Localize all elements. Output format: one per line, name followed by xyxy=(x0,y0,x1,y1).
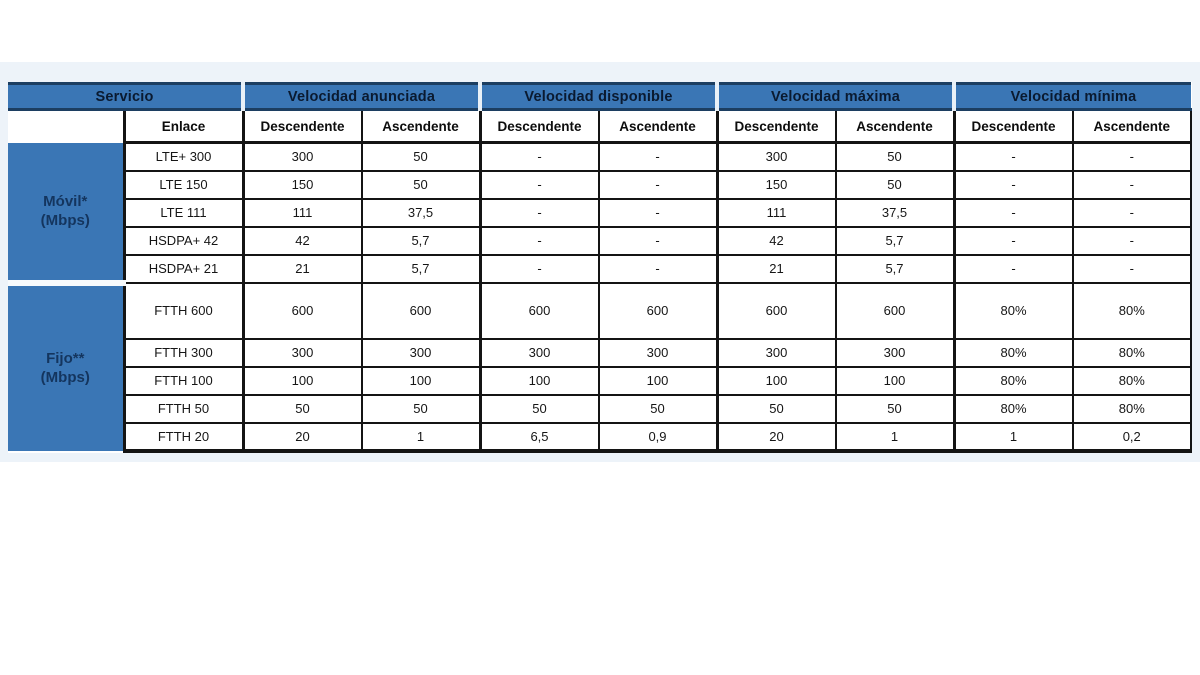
value-cell: 100 xyxy=(717,367,836,395)
value-cell: 50 xyxy=(480,395,599,423)
value-cell: 80% xyxy=(1073,367,1192,395)
sub-header-descendente-5: Descendente xyxy=(717,110,836,143)
value-cell: 600 xyxy=(480,283,599,339)
value-cell: 600 xyxy=(836,283,955,339)
group-header-velocidad-maxima: Velocidad máxima xyxy=(717,84,954,110)
value-cell: 5,7 xyxy=(836,255,955,283)
value-cell: 150 xyxy=(717,171,836,199)
value-cell: 37,5 xyxy=(362,199,481,227)
value-cell: 300 xyxy=(836,339,955,367)
table-row xyxy=(8,367,1191,395)
sub-header-descendente-3: Descendente xyxy=(480,110,599,143)
enlace-cell: HSDPA+ 42 xyxy=(124,227,243,255)
value-cell: 50 xyxy=(717,395,836,423)
enlace-cell: FTTH 20 xyxy=(124,423,243,451)
value-cell: 0,9 xyxy=(599,423,718,451)
speed-table xyxy=(8,82,1192,453)
enlace-cell: FTTH 600 xyxy=(124,283,243,339)
value-cell: 600 xyxy=(717,283,836,339)
group-header-row xyxy=(8,84,1191,110)
enlace-cell: LTE+ 300 xyxy=(124,143,243,171)
enlace-cell: FTTH 300 xyxy=(124,339,243,367)
value-cell: 300 xyxy=(362,339,481,367)
value-cell: 1 xyxy=(362,423,481,451)
group-header-velocidad-minima: Velocidad mínima xyxy=(954,84,1191,110)
table-row xyxy=(8,143,1191,171)
enlace-cell: LTE 111 xyxy=(124,199,243,227)
group-header-velocidad-disponible: Velocidad disponible xyxy=(480,84,717,110)
value-cell: 100 xyxy=(243,367,362,395)
value-cell: 80% xyxy=(954,367,1073,395)
value-cell: 100 xyxy=(362,367,481,395)
value-cell: 0,2 xyxy=(1073,423,1192,451)
value-cell: 50 xyxy=(362,171,481,199)
table-row xyxy=(8,227,1191,255)
value-cell: 6,5 xyxy=(480,423,599,451)
enlace-cell: FTTH 100 xyxy=(124,367,243,395)
value-cell: - xyxy=(480,199,599,227)
service-group-movil xyxy=(8,143,124,283)
value-cell: - xyxy=(599,143,718,171)
value-cell: - xyxy=(599,227,718,255)
value-cell: 300 xyxy=(599,339,718,367)
value-cell: 300 xyxy=(243,339,362,367)
value-cell: 300 xyxy=(243,143,362,171)
table-body xyxy=(8,143,1191,451)
value-cell: - xyxy=(954,227,1073,255)
value-cell: 111 xyxy=(243,199,362,227)
value-cell: - xyxy=(599,171,718,199)
value-cell: 80% xyxy=(1073,283,1192,339)
value-cell: 600 xyxy=(362,283,481,339)
value-cell: - xyxy=(1073,199,1192,227)
enlace-cell: FTTH 50 xyxy=(124,395,243,423)
value-cell: 42 xyxy=(717,227,836,255)
value-cell: 300 xyxy=(717,339,836,367)
value-cell: - xyxy=(599,255,718,283)
value-cell: 5,7 xyxy=(362,227,481,255)
enlace-cell: LTE 150 xyxy=(124,171,243,199)
value-cell: 50 xyxy=(836,143,955,171)
value-cell: 5,7 xyxy=(836,227,955,255)
group-header-velocidad-anunciada: Velocidad anunciada xyxy=(243,84,480,110)
value-cell: - xyxy=(954,143,1073,171)
enlace-cell: HSDPA+ 21 xyxy=(124,255,243,283)
value-cell: 50 xyxy=(362,143,481,171)
value-cell: 80% xyxy=(954,339,1073,367)
value-cell: 50 xyxy=(243,395,362,423)
value-cell: - xyxy=(599,199,718,227)
table-row xyxy=(8,255,1191,283)
table-row xyxy=(8,339,1191,367)
value-cell: - xyxy=(480,171,599,199)
service-group-unit: (Mbps) xyxy=(40,212,90,229)
value-cell: 50 xyxy=(836,395,955,423)
value-cell: 80% xyxy=(954,395,1073,423)
value-cell: 50 xyxy=(599,395,718,423)
value-cell: - xyxy=(1073,255,1192,283)
value-cell: 21 xyxy=(717,255,836,283)
value-cell: - xyxy=(480,143,599,171)
sub-header-ascendente-2: Ascendente xyxy=(362,110,481,143)
value-cell: 100 xyxy=(480,367,599,395)
value-cell: 1 xyxy=(836,423,955,451)
table-row xyxy=(8,199,1191,227)
sub-header-descendente-1: Descendente xyxy=(243,110,362,143)
table-row xyxy=(8,171,1191,199)
value-cell: 600 xyxy=(243,283,362,339)
value-cell: 42 xyxy=(243,227,362,255)
sub-header-ascendente-8: Ascendente xyxy=(1073,110,1192,143)
value-cell: - xyxy=(480,227,599,255)
value-cell: 50 xyxy=(362,395,481,423)
value-cell: 100 xyxy=(599,367,718,395)
value-cell: 21 xyxy=(243,255,362,283)
service-group-fijo xyxy=(8,283,124,451)
value-cell: - xyxy=(1073,171,1192,199)
blank-corner-cell xyxy=(8,110,124,143)
value-cell: - xyxy=(954,171,1073,199)
value-cell: 150 xyxy=(243,171,362,199)
sub-header-row xyxy=(8,110,1191,143)
value-cell: - xyxy=(1073,227,1192,255)
value-cell: 111 xyxy=(717,199,836,227)
service-group-unit: (Mbps) xyxy=(40,369,90,386)
sub-header-enlace-0: Enlace xyxy=(124,110,243,143)
value-cell: 37,5 xyxy=(836,199,955,227)
group-header-servicio: Servicio xyxy=(8,84,243,110)
value-cell: - xyxy=(480,255,599,283)
service-group-name: Móvil* xyxy=(43,192,88,210)
value-cell: 80% xyxy=(954,283,1073,339)
table-row xyxy=(8,395,1191,423)
value-cell: - xyxy=(954,199,1073,227)
value-cell: 20 xyxy=(243,423,362,451)
value-cell: 80% xyxy=(1073,395,1192,423)
value-cell: 1 xyxy=(954,423,1073,451)
value-cell: 300 xyxy=(480,339,599,367)
value-cell: - xyxy=(1073,143,1192,171)
table-head xyxy=(8,84,1191,143)
value-cell: 50 xyxy=(836,171,955,199)
value-cell: 600 xyxy=(599,283,718,339)
sub-header-ascendente-4: Ascendente xyxy=(599,110,718,143)
value-cell: 300 xyxy=(717,143,836,171)
value-cell: 100 xyxy=(836,367,955,395)
sub-header-ascendente-6: Ascendente xyxy=(836,110,955,143)
value-cell: 5,7 xyxy=(362,255,481,283)
value-cell: 20 xyxy=(717,423,836,451)
value-cell: - xyxy=(954,255,1073,283)
service-group-name: Fijo** xyxy=(46,349,85,367)
sub-header-descendente-7: Descendente xyxy=(954,110,1073,143)
table-row xyxy=(8,423,1191,451)
value-cell: 80% xyxy=(1073,339,1192,367)
table-row xyxy=(8,283,1191,339)
